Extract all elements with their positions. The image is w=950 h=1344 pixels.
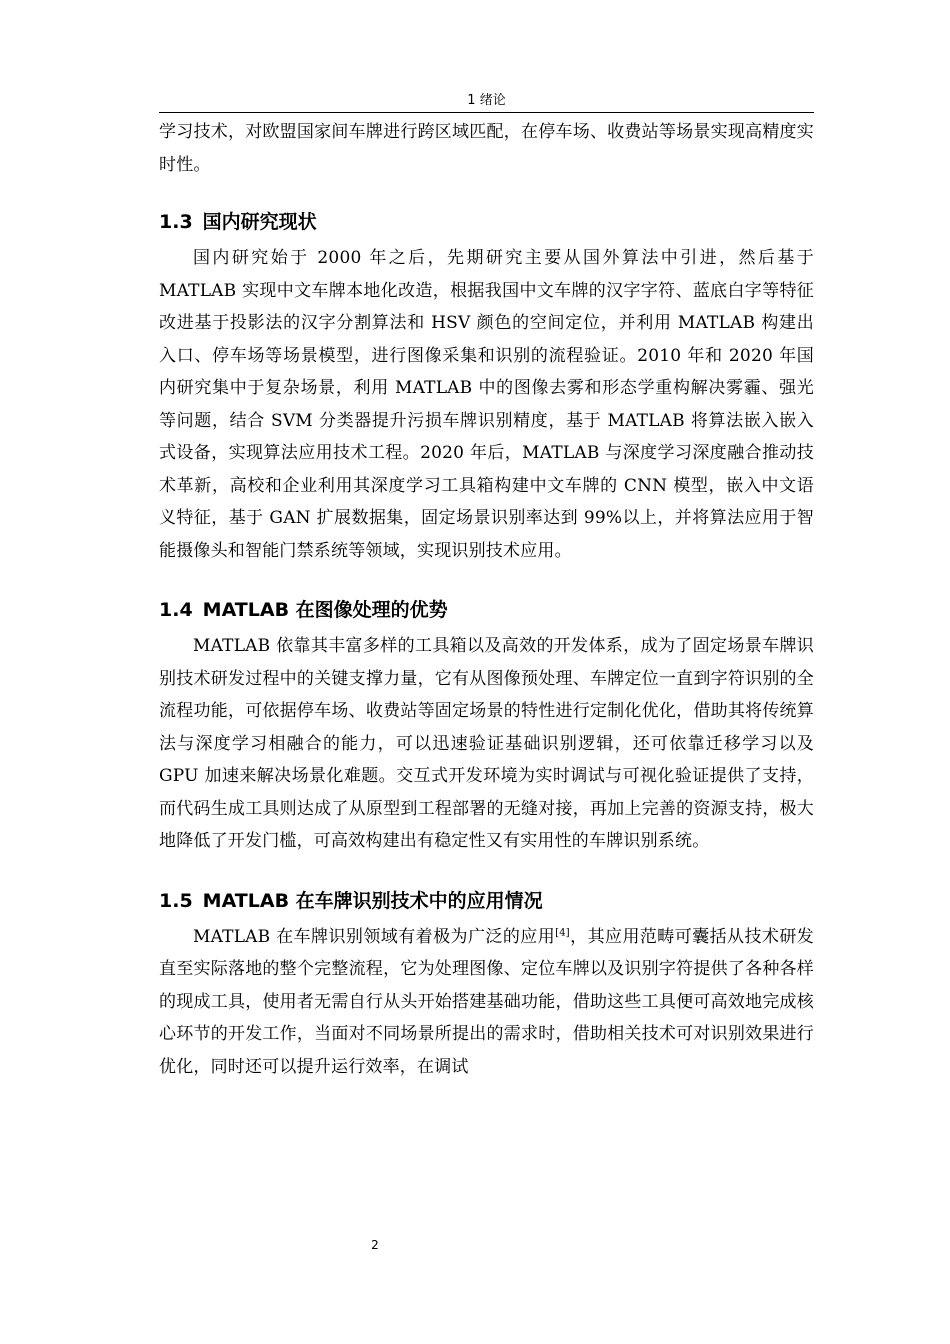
citation-ref[interactable]: [4] [555,926,570,938]
section-number: 1.5 [159,889,193,912]
paragraph-text: ，其应用范畴可囊括从技术研发直至实际落地的整个完整流程，它为处理图像、定位车牌以及识别字符提供了各种各样的现成工具，使用者无需自行从头开始搭建基础功能，借助这些工具便可高效地完成核心环节的开发工作，当面对不同场景所提出的需求时，借助相关技术可对识别效果进行优化，同时还可以提升运行效率，在调试 [159,926,814,1077]
section-heading-1-4 [159,594,814,626]
section-1-3-paragraph: 国内研究始于 2000 年之后，先期研究主要从国外算法中引进，然后基于 MATLAB 实现中文车牌本地化改造，根据我国中文车牌的汉字字符、蓝底白字等特征改进基于投影法的汉字分割算法和 HSV 颜色的空间定位，并利用 MATLAB 构建出入口、停车场等场景模型，进行图像采集和识别的流程验证。2010 年和 2020 年国内研究集中于复杂场景，利用 MATLAB 中的图像去雾和形态学重构解决雾霾、强光等问题，结合 SVM 分类器提升污损车牌识别精度，基于 MATLAB 将算法嵌入嵌入式设备，实现算法应用技术工程。2020 年后，MATLAB 与深度学习深度融合推动技术革新，高校和企业利用其深度学习工具箱构建中文车牌的 CNN 模型，嵌入中文语义特征，基于 GAN 扩展数据集，固定场景识别率达到 99%以上，并将算法应用于智能摄像头和智能门禁系统等领域，实现识别技术应用。 [159,248,814,561]
continuation-paragraph: 学习技术，对欧盟国家间车牌进行跨区域匹配，在停车场、收费站等场景实现高精度实时性。 [159,122,814,175]
section-1-4-paragraph: MATLAB 依靠其丰富多样的工具箱以及高效的开发体系，成为了固定场景车牌识别技术研发过程中的关键支撑力量，它有从图像预处理、车牌定位一直到字符识别的全流程功能，可依据停车场、收费站等固定场景的特性进行定制化优化，借助其将传统算法与深度学习相融合的能力，可以迅速验证基础识别逻辑，还可依靠迁移学习以及 GPU 加速来解决场景化难题。交互式开发环境为实时调试与可视化验证提供了支持，而代码生成工具则达成了从原型到工程部署的无缝对接，再加上完善的资源支持，极大地降低了开发门槛，可高效构建出有稳定性又有实用性的车牌识别系统。 [159,636,814,851]
running-header: 1 绪论 [467,93,506,108]
header-rule [159,112,814,113]
section-number: 1.3 [159,211,193,233]
page-number: 2 [371,1238,379,1252]
section-title: MATLAB 在图像处理的优势 [202,599,448,621]
section-title: 国内研究现状 [202,211,317,233]
page-content [159,116,814,1083]
section-heading-1-3 [159,206,814,238]
section-1-5-paragraph [159,921,814,1084]
section-title: MATLAB 在车牌识别技术中的应用情况 [202,889,543,912]
paragraph-text: MATLAB 在车牌识别领域有着极为广泛的应用 [193,926,556,947]
section-heading-1-5 [159,885,814,917]
section-number: 1.4 [159,599,193,621]
